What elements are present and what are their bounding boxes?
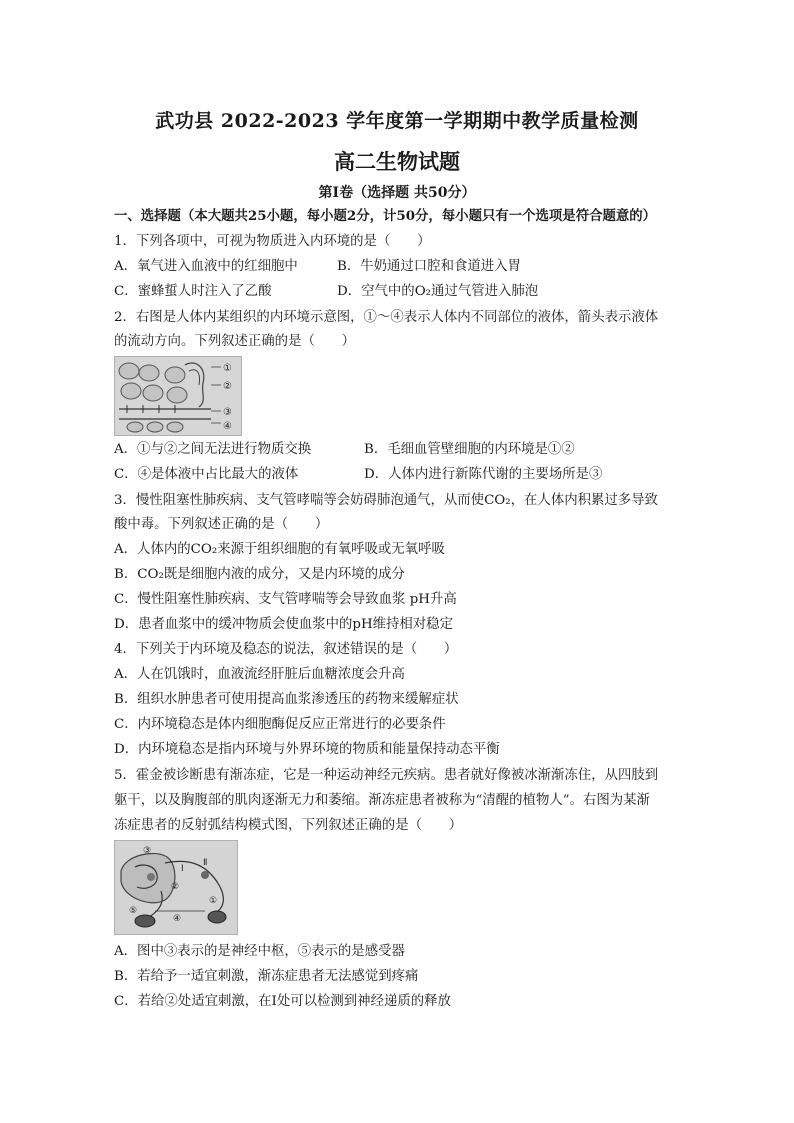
section-heading: 第Ⅰ卷（选择题 共50分）	[318, 185, 476, 201]
q4-option-c: C．内环境稳态是体内细胞酶促反应正常进行的必要条件	[114, 717, 446, 732]
q4-stem: 4．下列关于内环境及稳态的说法，叙述错误的是（ ）	[114, 642, 458, 657]
reflex-arc-graphic	[115, 841, 237, 934]
q5-option-a: A．图中③表示的是神经中枢，⑤表示的是感受器	[114, 944, 405, 959]
q2-option-a: A．①与②之间无法进行物质交换	[114, 442, 312, 457]
tissue-diagram-graphic	[115, 357, 241, 435]
q3-option-c: C．慢性阻塞性肺疾病、支气管哮喘等会导致血浆 pH升高	[114, 592, 457, 607]
q5-fig-label-3: ③	[143, 846, 152, 856]
q5-fig-label-II: Ⅱ	[203, 858, 208, 868]
q5-fig-label-I: Ⅰ	[181, 864, 184, 874]
q1-stem: 1．下列各项中，可视为物质进入内环境的是（ ）	[114, 234, 431, 249]
q1-option-c: C．蜜蜂蜇人时注入了乙酸	[114, 284, 272, 299]
q5-stem-line2: 躯干，以及胸腹部的肌肉逐渐无力和萎缩。渐冻症患者被称为“清醒的植物人”。右图为某渐	[114, 793, 650, 808]
q5-fig-label-2: ②	[171, 882, 180, 892]
exam-subtitle: 高二生物试题	[334, 149, 460, 174]
q1-option-a: A．氧气进入血液中的红细胞中	[114, 259, 298, 274]
q5-stem-line3: 冻症患者的反射弧结构模式图，下列叙述正确的是（ ）	[114, 818, 463, 833]
q3-option-d: D．患者血浆中的缓冲物质会使血浆中的pH维持相对稳定	[114, 617, 453, 632]
q5-option-b: B．若给予一适宜刺激，渐冻症患者无法感觉到疼痛	[114, 969, 419, 984]
q5-stem-line1: 5．霍金被诊断患有渐冻症，它是一种运动神经元疾病。患者就好像被冰渐渐冻住，从四肢到	[114, 768, 659, 783]
q2-fig-label-2: ②	[223, 381, 232, 392]
q3-stem-line1: 3．慢性阻塞性肺疾病、支气管哮喘等会妨碍肺泡通气，从而使CO₂，在人体内积累过多导致	[114, 493, 658, 508]
exam-title: 武功县 2022-2023 学年度第一学期期中教学质量检测	[155, 110, 639, 132]
q2-fig-label-4: ④	[223, 421, 232, 432]
q2-option-b: B．毛细血管壁细胞的内环境是①②	[364, 442, 575, 457]
q2-stem-line2: 的流动方向。下列叙述正确的是（ ）	[114, 334, 356, 349]
q5-fig-label-5: ⑤	[129, 906, 138, 916]
q4-option-b: B．组织水肿患者可使用提高血浆渗透压的药物来缓解症状	[114, 692, 459, 707]
part-heading: 一、选择题（本大题共25小题，每小题2分，计50分，每小题只有一个选项是符合题意的）	[114, 208, 657, 224]
q2-stem-line1: 2．右图是人体内某组织的内环境示意图，①～④表示人体内不同部位的液体，箭头表示液体	[114, 310, 659, 325]
q3-option-b: B．CO₂既是细胞内液的成分，又是内环境的成分	[114, 567, 405, 582]
q2-option-c: C．④是体液中占比最大的液体	[114, 467, 299, 482]
q1-option-b: B．牛奶通过口腔和食道进入胃	[337, 259, 521, 274]
q5-option-c: C．若给②处适宜刺激，在Ⅰ处可以检测到神经递质的释放	[114, 994, 451, 1009]
q4-option-d: D．内环境稳态是指内环境与外界环境的物质和能量保持动态平衡	[114, 742, 500, 757]
q5-fig-label-1: ①	[209, 896, 218, 906]
q2-fig-label-1: ①	[223, 363, 232, 374]
q4-option-a: A．人在饥饿时，血液流经肝脏后血糖浓度会升高	[114, 667, 405, 682]
q5-figure-reflex-arc	[114, 840, 238, 935]
q2-figure-tissue-diagram	[114, 356, 242, 436]
q1-option-d: D．空气中的O₂通过气管进入肺泡	[337, 284, 539, 299]
q2-option-d: D．人体内进行新陈代谢的主要场所是③	[364, 467, 603, 482]
q2-fig-label-3: ③	[223, 407, 232, 418]
q3-option-a: A．人体内的CO₂来源于组织细胞的有氧呼吸或无氧呼吸	[114, 542, 445, 557]
q3-stem-line2: 酸中毒。下列叙述正确的是（ ）	[114, 517, 329, 532]
q5-fig-label-4: ④	[173, 914, 182, 924]
